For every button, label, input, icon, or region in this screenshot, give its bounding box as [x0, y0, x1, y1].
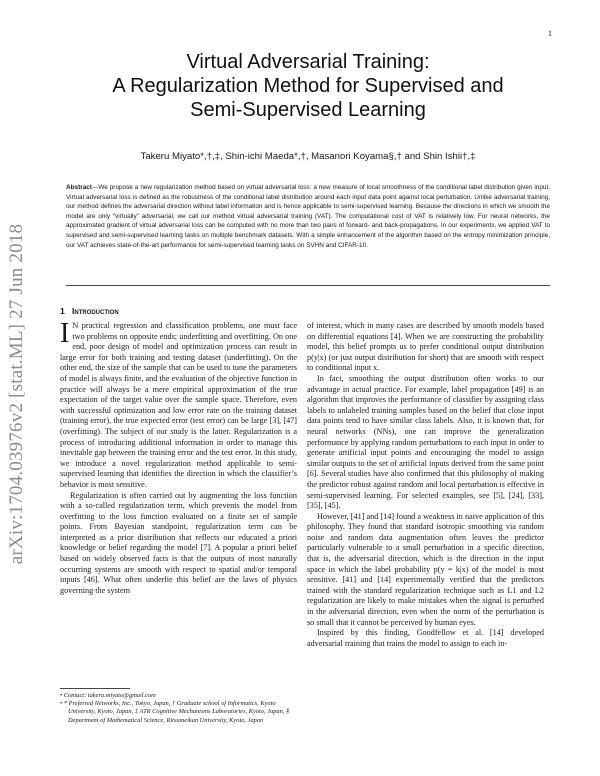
right-paragraph-3: However, [41] and [14] found a weakness in naive application of this philosophy. They found that standard isotropic smoothing via random noise and random data augmentation often leaves the predictor particularly vulnerable to a small perturbation in a specific direction, that is, the adversarial direction, which is the direction in the input space in which the label probability p(y = k|x) of the model is most sensitive. [41] and [14] experimentally verified that the predictors trained with the standard regularization technique such as L1 and L2 regularization are likely to make mistakes when the signal is perturbed in the adversarial direction, even when the norm of the perturbation is so small that it cannot be perceived by human eyes. — [307, 511, 544, 627]
footnotes — [60, 692, 297, 725]
title-line-3: Semi-Supervised Learning — [190, 99, 426, 121]
abstract — [66, 183, 550, 250]
right-paragraph-4: Inspired by this finding, Goodfellow et al. [14] developed adversarial training that trains the model to assign to each in- — [307, 628, 544, 648]
right-paragraph-1: of interest, which in many cases are described by smooth models based on differential equations [4]. When we are constructing the probability model, this belief prompts us to prefer conditional output distribution p(y|x) (or just output distribution for short) that are smooth with respect to conditional input x. — [307, 321, 544, 373]
section-heading — [60, 306, 119, 316]
right-paragraph-2: In fact, smoothing the output distribution often works to our advantage in actual practice. For example, label propagation [49] is an algorithm that improves the performance of classifier by assigning class labels to unlabeled training samples based on the belief that close input data points tend to have similar class labels. Also, it is known that, for neural networks (NNs), one can improve the generalization performance by applying random perturbations to each input in order to generate artificial input points and encouraging the model to assign similar outputs to the set of artificial inputs derived from the same point [6]. Several studies have also confirmed that this philosophy of making the predictor robust against random and local perturbation is effective in semi-supervised learning. For selected examples, see [5], [24], [33], [35], [45]. — [307, 373, 544, 511]
paper-title — [60, 50, 556, 122]
page-number: 1 — [548, 29, 552, 38]
abstract-label: Abstract — [66, 184, 92, 191]
footnote-contact: • Contact: takeru.miyato@gmail.com — [60, 692, 156, 699]
footnote-divider — [60, 688, 130, 689]
section-title: Introduction — [71, 306, 119, 316]
intro-paragraph-2: Regularization is often carried out by augmenting the loss function with a so-called regularization term, which prevents the model from overfitting to the loss function evaluated on a finite set of sample points. From Bayesian standpoint, regularization term can be interpreted as a prior distribution that reflects our educated a priori knowledge or belief regarding the model [7]. A popular a priori belief based on widely observed facts is that the outputs of most naturally occurring systems are smooth with respect to spatial and/or temporal inputs [46]. What often underlie this belief are the laws of physics governing the system — [60, 490, 297, 595]
left-column — [60, 318, 297, 596]
abstract-text: —We propose a new regularization method based on virtual adversarial loss: a new measure of local smoothness of the conditional label distribution given input. Virtual adversarial loss is defined as the robustness of the conditional label distribution around each input data point against local perturbation. Unlike adversarial training, our method defines the adversarial direction without label information and is hence applicable to semi-supervised learning. Because the directions in which we smooth the model are only “virtually” adversarial, we call our method virtual adversarial training (VAT). The computational cost of VAT is relatively low. For neural networks, the approximated gradient of virtual adversarial loss can be computed with no more than two pairs of forward- and back-propagations. In our experiments, we applied VAT to supervised and semi-supervised learning tasks on multiple benchmark datasets. With a simple enhancement of the algorithm based on the entropy minimization principle, our VAT achieves state-of-the-art performance for semi-supervised learning tasks on SVHN and CIFAR-10. — [66, 184, 550, 249]
intro-paragraph-1-text: N practical regression and classification problems, one must face two problems on opposite ends; underfitting and overfitting. On one end, poor design of model and optimization process can result in large error for both training and testing dataset (underfitting). On the other end, the size of the sample that can be used to tune the parameters of model is always finite, and the evaluation of the objective function in practice will always be a mere empirical approximation of the true expectation of the target value over the sample space. Therefore, even with successful optimization and low error rate on the training dataset (training error), the true expected error (test error) can be large [3], [47] (overfitting). The subject of our study is the latter. Regularization is a process of introducing additional information in order to manage this inevitable gap between the training error and the test error. In this study, we introduce a novel regularization method applicable to semi-supervised learning that identifies the direction in which the classifier’s behavior is most sensitive. — [60, 321, 297, 489]
drop-cap: I — [60, 318, 70, 349]
footnote-affiliations: • * Preferred Networks, Inc., Tokyo, Japan, † Graduate school of Informatics, Kyoto University, Kyoto, Japan, ‡ ATR Cognitive Mechanisms Laboratories, Kyoto, Japan, § Department of Mathematical Science, Ritsumeikan University, Kyoto, Japan — [60, 700, 290, 724]
abstract-divider — [66, 285, 550, 286]
right-column — [307, 321, 544, 649]
title-line-2: A Regularization Method for Supervised and — [112, 75, 504, 97]
title-line-1: Virtual Adversarial Training: — [186, 51, 430, 73]
author-list: Takeru Miyato*,†,‡, Shin-ichi Maeda*,†, Masanori Koyama§,† and Shin Ishii†,‡ — [140, 151, 476, 162]
arxiv-identifier — [0, 209, 33, 579]
section-number: 1 — [60, 306, 65, 316]
intro-paragraph-1 — [60, 318, 297, 491]
arxiv-identifier-text: arXiv:1704.03976v2 [stat.ML] 27 Jun 2018 — [5, 223, 27, 565]
